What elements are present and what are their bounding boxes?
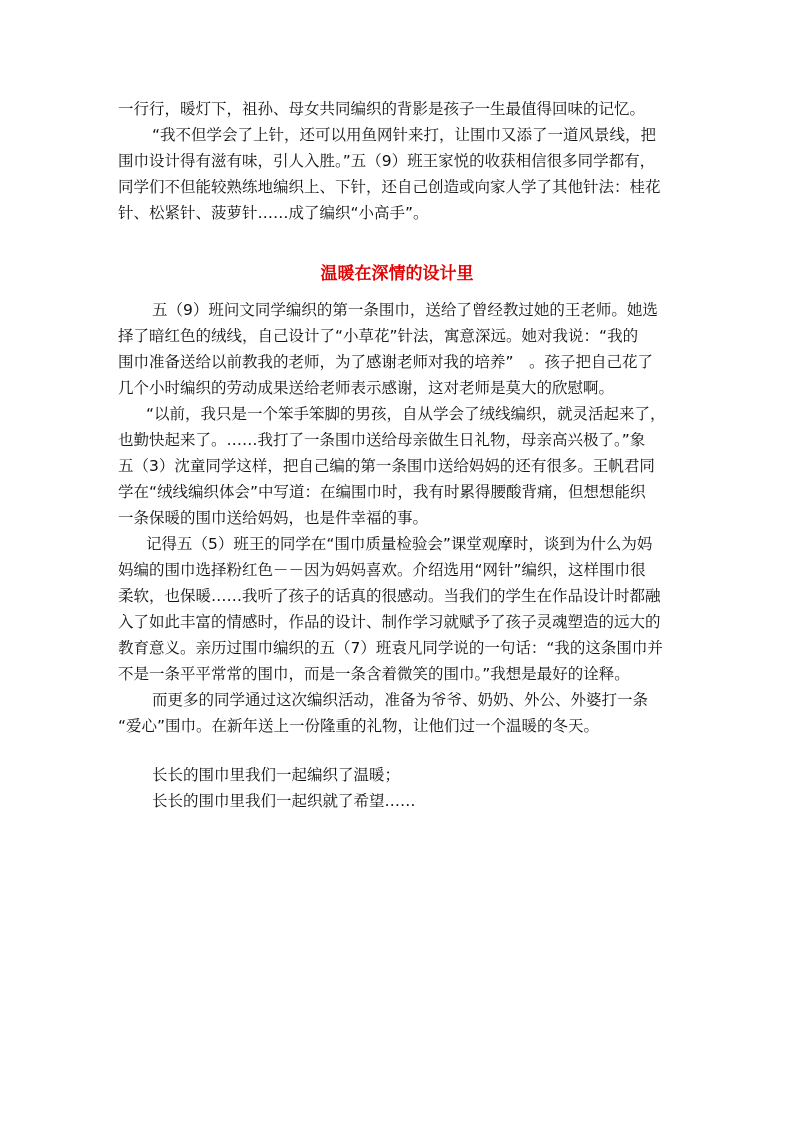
- closing-line: 长长的围巾里我们一起编织了温暖；: [152, 766, 401, 784]
- paragraph-line: 教育意义。亲历过围巾编织的五（7）班袁凡同学说的一句话：“我的这条围巾并: [118, 639, 663, 657]
- paragraph-line: 几个小时编织的劳动成果送给老师表示感谢，这对老师是莫大的欣慰啊。: [118, 379, 615, 397]
- paragraph-line: “以前，我只是一个笨手笨脚的男孩，自从学会了绒线编织，就灵活起来了，: [146, 405, 666, 423]
- section-heading: 温暖在深情的设计里: [320, 264, 474, 284]
- paragraph-line: 围巾设计得有滋有味，引人入胜。”五（9）班王家悦的收获相信很多同学都有，: [118, 152, 656, 170]
- paragraph-line: 学在“绒线编织体会”中写道：在编围巾时，我有时累得腰酸背痛，但想想能织: [118, 483, 646, 501]
- paragraph-line: “我不但学会了上针，还可以用鱼网针来打，让围巾又添了一道风景线，把: [152, 126, 657, 144]
- paragraph-line: 针、松紧针、菠萝针……成了编织“小高手”。: [118, 204, 429, 222]
- paragraph-line: 一条保暖的围巾送给妈妈，也是件幸福的事。: [118, 509, 429, 527]
- paragraph-line: 一行行，暖灯下，祖孙、母女共同编织的背影是孩子一生最值得回味的记忆。: [118, 100, 646, 118]
- closing-line: 长长的围巾里我们一起织就了希望……: [152, 792, 416, 810]
- paragraph-line: 而更多的同学通过这次编织活动，准备为爷爷、奶奶、外公、外婆打一条: [152, 691, 649, 709]
- paragraph-line: 入了如此丰富的情感时，作品的设计、制作学习就赋予了孩子灵魂塑造的远大的: [118, 613, 661, 631]
- paragraph-line: 围巾准备送给以前教我的老师，为了感谢老师对我的培养” 。孩子把自己花了: [118, 353, 654, 371]
- paragraph-line: 五（3）沈童同学这样，把自己编的第一条围巾送给妈妈的还有很多。王帆君同: [118, 457, 655, 475]
- body-section: [118, 297, 678, 739]
- paragraph-line: “爱心”围巾。在新年送上一份隆重的礼物，让他们过一个温暖的冬天。: [118, 717, 600, 735]
- paragraph-line: 择了暗红色的绒线，自己设计了“小草花”针法，寓意深远。她对我说：“我的: [118, 327, 639, 345]
- paragraph-line: 同学们不但能较熟练地编织上、下针，还自己创造或向家人学了其他针法：桂花: [118, 178, 661, 196]
- paragraph-line: 五（9）班问文同学编织的第一条围巾，送给了曾经教过她的王老师。她选: [152, 301, 658, 319]
- paragraph-line: 也勤快起来了。……我打了一条围巾送给母亲做生日礼物，母亲高兴极了。”象: [118, 431, 646, 449]
- paragraph-line: 妈编的围巾选择粉红色－－因为妈妈喜欢。介绍选用“网针”编织，这样围巾很: [118, 561, 646, 579]
- intro-section: [118, 96, 678, 226]
- paragraph-line: 不是一条平平常常的围巾，而是一条含着微笑的围巾。”我想是最好的诠释。: [118, 665, 630, 683]
- closing-section: [118, 762, 678, 814]
- paragraph-line: 柔软，也保暖……我听了孩子的话真的很感动。当我们的学生在作品设计时都融: [118, 587, 661, 605]
- paragraph-line: 记得五（5）班王的同学在“围巾质量检验会”课堂观摩时，谈到为什么为妈: [146, 535, 653, 553]
